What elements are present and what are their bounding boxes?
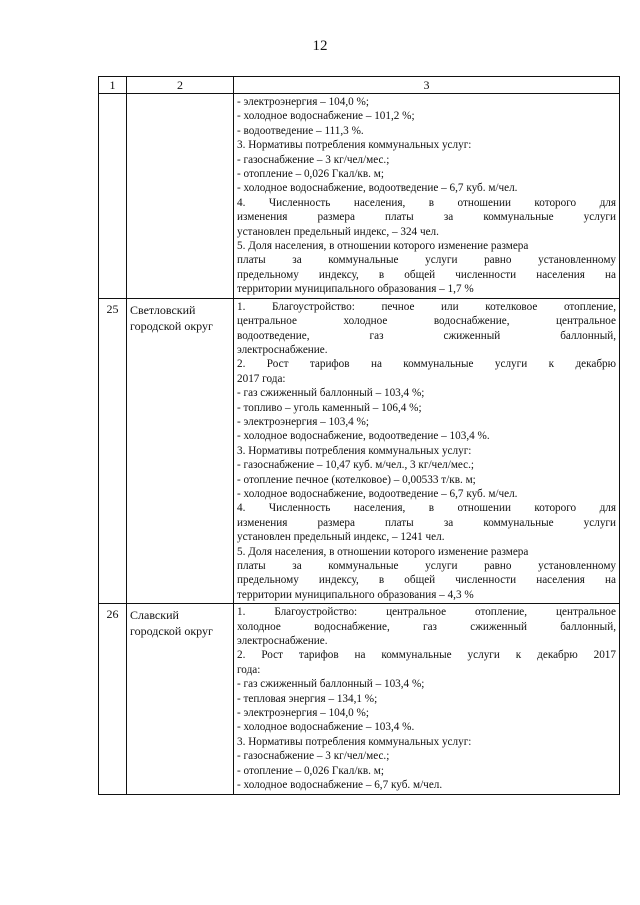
text-line: - электроэнергия – 104,0 %;	[237, 707, 369, 720]
text-line: - топливо – уголь каменный – 106,4 %;	[237, 401, 422, 414]
municipality-cell	[127, 298, 234, 604]
text-line: - электроэнергия – 103,4 %;	[237, 415, 369, 428]
text-line: холодное водоснабжение, газ сжиженный баллонный,	[237, 620, 616, 633]
text-line: 3. Нормативы потребления коммунальных услуг:	[237, 735, 472, 748]
row-number-cell	[99, 94, 127, 299]
text-line: 3. Нормативы потребления коммунальных услуг:	[237, 139, 472, 152]
text-line: территории муниципального образования – 4,3 %	[237, 588, 474, 601]
text-line: - газ сжиженный баллонный – 103,4 %;	[237, 678, 425, 691]
text-line: предельному индексу, в общей численности населения на	[237, 574, 616, 587]
text-line: - холодное водоснабжение, водоотведение – 6,7 куб. м/чел.	[237, 487, 518, 500]
municipality-cell	[127, 604, 234, 794]
municipality-name-line: городской округ	[130, 624, 213, 639]
text-line: - холодное водоснабжение – 6,7 куб. м/чел.	[237, 779, 443, 792]
text-line: - отопление – 0,026 Гкал/кв. м;	[237, 764, 384, 777]
text-line: изменения размера платы за коммунальные услуги	[237, 211, 616, 224]
column-header-3: 3	[234, 77, 620, 94]
text-line: 3. Нормативы потребления коммунальных услуг:	[237, 444, 472, 457]
text-line: электроснабжение.	[237, 635, 328, 648]
text-line: 4. Численность населения, в отношении которого для	[237, 502, 616, 515]
text-line: территории муниципального образования – 1,7 %	[237, 283, 474, 296]
text-line: 2017 года:	[237, 372, 286, 385]
text-line: центральное холодное водоснабжение, центральное	[237, 315, 616, 328]
indicators-cell	[234, 604, 620, 794]
indicators-cell	[234, 298, 620, 604]
text-line: - газ сжиженный баллонный – 103,4 %;	[237, 387, 425, 400]
text-line: - холодное водоснабжение – 103,4 %.	[237, 721, 415, 734]
text-line: 4. Численность населения, в отношении которого для	[237, 196, 616, 209]
text-line: - холодное водоснабжение – 101,2 %;	[237, 110, 415, 123]
municipality-cell	[127, 94, 234, 299]
text-line: - отопление печное (котелковое) – 0,00533 т/кв. м;	[237, 473, 476, 486]
text-line: - газоснабжение – 10,47 куб. м/чел., 3 кг/чел/мес.;	[237, 459, 475, 472]
municipality-name-line: Славский	[130, 608, 179, 623]
table-row-continuation	[99, 94, 620, 299]
text-line: - тепловая энергия – 134,1 %;	[237, 692, 378, 705]
text-line: установлен предельный индекс, – 1241 чел.	[237, 531, 445, 544]
row-number-cell: 26	[99, 604, 127, 794]
text-line: изменения размера платы за коммунальные услуги	[237, 516, 616, 529]
text-line: - газоснабжение – 3 кг/чел/мес.;	[237, 153, 390, 166]
text-line: 1. Благоустройство: центральное отопление, центральное	[237, 606, 616, 619]
text-line: водоотведение, газ сжиженный баллонный,	[237, 329, 616, 342]
text-line: - холодное водоснабжение, водоотведение – 103,4 %.	[237, 430, 490, 443]
municipality-name-line: Светловский	[130, 302, 196, 317]
column-header-2: 2	[127, 77, 234, 94]
text-line: предельному индексу, в общей численности населения на	[237, 268, 616, 281]
text-line: 1. Благоустройство: печное или котелковое отопление,	[237, 300, 616, 313]
tariff-table	[98, 76, 620, 795]
indicators-cell	[234, 94, 620, 299]
text-line: 5. Доля населения, в отношении которого изменение размера	[237, 240, 529, 253]
text-line: 2. Рост тарифов на коммунальные услуги к декабрю 2017	[237, 649, 616, 662]
row-number-cell: 25	[99, 298, 127, 604]
text-line: - электроэнергия – 104,0 %;	[237, 96, 369, 108]
text-line: - холодное водоснабжение, водоотведение – 6,7 куб. м/чел.	[237, 182, 518, 195]
text-line: платы за коммунальные услуги равно установленному	[237, 254, 616, 267]
table-row-25	[99, 298, 620, 604]
text-line: платы за коммунальные услуги равно установленному	[237, 560, 616, 572]
table-row-26	[99, 604, 620, 794]
municipality-name-line: городской округ	[130, 318, 213, 333]
text-line: электроснабжение.	[237, 343, 328, 356]
text-line: - газоснабжение – 3 кг/чел/мес.;	[237, 750, 390, 763]
text-line: - водоотведение – 111,3 %.	[237, 124, 364, 137]
text-line: установлен предельный индекс, – 324 чел.	[237, 225, 439, 238]
text-line: 2. Рост тарифов на коммунальные услуги к декабрю	[237, 358, 616, 371]
column-header-1: 1	[99, 77, 127, 94]
text-line: 5. Доля населения, в отношении которого изменение размера	[237, 545, 529, 558]
text-line: - отопление – 0,026 Гкал/кв. м;	[237, 168, 384, 181]
table-header-row	[99, 77, 620, 94]
page-number: 12	[312, 38, 328, 54]
text-line: года:	[237, 663, 261, 676]
